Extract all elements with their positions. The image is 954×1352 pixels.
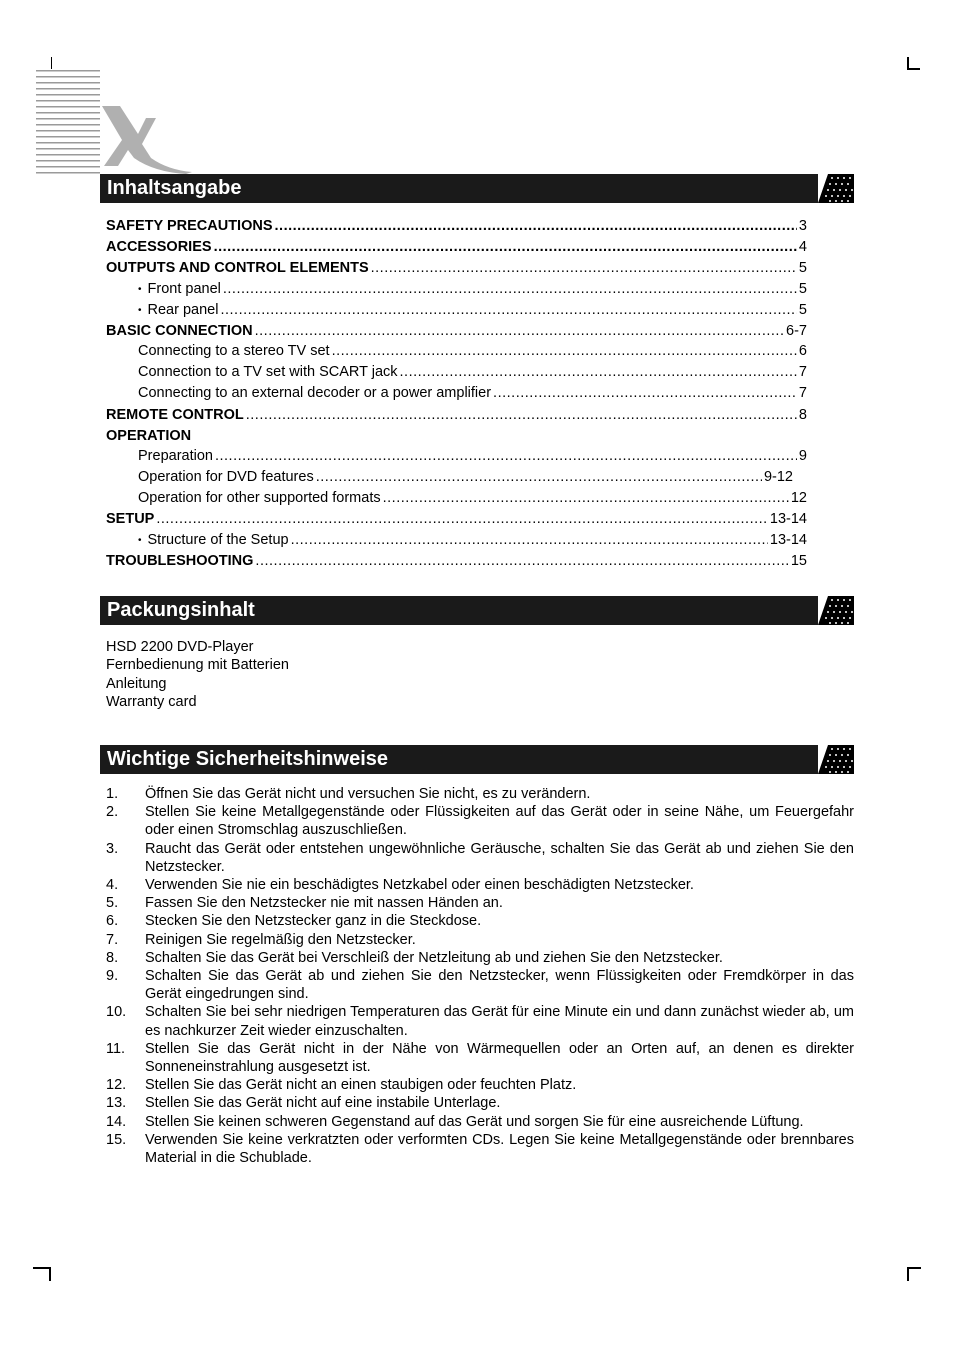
crop-mark-bottom-left-v <box>49 1267 51 1281</box>
dot-pattern-icon <box>818 174 854 203</box>
toc-entry[interactable]: Connecting to a stereo TV set ..... 6 <box>138 341 807 361</box>
crop-mark-bottom-right-v <box>907 1267 909 1281</box>
list-item: Fernbedienung mit Batterien <box>106 657 289 674</box>
safety-instructions-list <box>106 785 854 1167</box>
toc-entry[interactable]: TROUBLESHOOTING ..... 15 <box>106 551 807 571</box>
list-item: 11. Stellen Sie das Gerät nicht in der Nähe von Wärmequellen oder an Orten auf, an denen es direkter Sonneneinstrahlung ausgesetzt ist. <box>106 1040 854 1076</box>
toc-entry[interactable]: • Structure of the Setup ..... 13-14 <box>138 530 807 550</box>
toc-entry[interactable]: Operation for DVD features ..... 9-12 <box>138 467 793 487</box>
dot-pattern-icon <box>818 596 854 625</box>
section-header-package <box>100 596 854 625</box>
toc-entry[interactable]: Preparation ..... 9 <box>138 446 807 466</box>
list-item: 10. Schalten Sie bei sehr niedrigen Temperaturen das Gerät für eine Minute ein und dann zunächst wieder ab, um es nachkurzer Zeit wieder einzuschalten. <box>106 1004 854 1039</box>
toc-entry[interactable]: REMOTE CONTROL ..... 8 <box>106 405 807 425</box>
section-title-package: Packungsinhalt <box>107 599 255 621</box>
list-item: 15. Verwenden Sie keine verkratzten oder verformten CDs. Legen Sie keine Metallgegenstände oder brennbares Material in die Schublade. <box>106 1131 854 1167</box>
section-title-toc: Inhaltsangabe <box>107 177 242 199</box>
toc-entry[interactable]: ACCESSORIES ..... 4 <box>106 237 807 257</box>
list-item: 6. Stecken Sie den Netzstecker ganz in die Steckdose. <box>106 913 482 930</box>
section-title-safety: Wichtige Sicherheitshinweise <box>107 748 389 770</box>
list-item: Anleitung <box>106 675 167 692</box>
list-item: 12. Stellen Sie das Gerät nicht an einen staubigen oder feuchten Platz. <box>106 1077 577 1094</box>
brand-x-logo <box>36 62 196 182</box>
toc-entry[interactable]: Connection to a TV set with SCART jack ..... 7 <box>138 362 807 382</box>
list-item: 14. Stellen Sie keinen schweren Gegenstand auf das Gerät und sorgen Sie für eine ausreichende Lüftung. <box>106 1113 804 1130</box>
toc-entry[interactable]: OPERATION <box>106 428 192 444</box>
list-item: 7. Reinigen Sie regelmäßig den Netzstecker. <box>106 931 416 948</box>
list-item: Warranty card <box>106 693 197 710</box>
list-item: 2. Stellen Sie keine Metallgegenstände oder Flüssigkeiten auf das Gerät oder in seine Nähe, um Feuergefahr oder einen Stromschlag auszuschließen. <box>106 804 854 839</box>
toc-entry[interactable]: Operation for other supported formats ..... 12 <box>138 488 807 508</box>
section-header-safety <box>100 745 854 774</box>
toc-entry[interactable]: • Front panel ..... 5 <box>138 279 807 299</box>
toc-entry[interactable]: SETUP ..... 13-14 <box>106 509 807 529</box>
list-item: HSD 2200 DVD-Player <box>106 639 254 655</box>
list-item: 13. Stellen Sie das Gerät nicht auf eine instabile Unterlage. <box>106 1095 501 1112</box>
list-item: 3. Raucht das Gerät oder entstehen ungewöhnliche Geräusche, schalten Sie das Gerät ab und ziehen Sie den Netzstecker. <box>106 840 854 875</box>
table-of-contents <box>106 216 807 576</box>
list-item: 4. Verwenden Sie nie ein beschädigtes Netzkabel oder einen beschädigten Netzstecker. <box>106 877 694 894</box>
toc-entry[interactable]: Connecting to an external decoder or a power amplifier ..... 7 <box>138 383 807 403</box>
section-header-toc <box>100 174 854 203</box>
toc-entry[interactable]: SAFETY PRECAUTIONS ..... 3 <box>106 216 807 236</box>
list-item: 9. Schalten Sie das Gerät ab und ziehen Sie den Netzstecker, wenn Flüssigkeiten oder Fremdkörper in das Gerät eingedrungen sind. <box>106 968 854 1003</box>
list-item: 8. Schalten Sie das Gerät bei Verschleiß der Netzleitung ab und ziehen Sie den Netzstecker. <box>106 949 723 966</box>
crop-mark-top-right-h <box>907 68 920 70</box>
dot-pattern-icon <box>818 745 854 774</box>
crop-mark-bottom-right-h <box>907 1267 921 1269</box>
toc-entry[interactable]: • Rear panel ..... 5 <box>138 300 807 320</box>
toc-entry[interactable]: BASIC CONNECTION ..... 6-7 <box>106 321 807 341</box>
package-contents-list <box>106 638 289 711</box>
list-item: 5. Fassen Sie den Netzstecker nie mit nassen Händen an. <box>106 895 503 912</box>
toc-entry[interactable]: OUTPUTS AND CONTROL ELEMENTS ..... 5 <box>106 258 807 278</box>
list-item: 1. Öffnen Sie das Gerät nicht und versuchen Sie nicht, es zu verändern. <box>106 786 591 802</box>
